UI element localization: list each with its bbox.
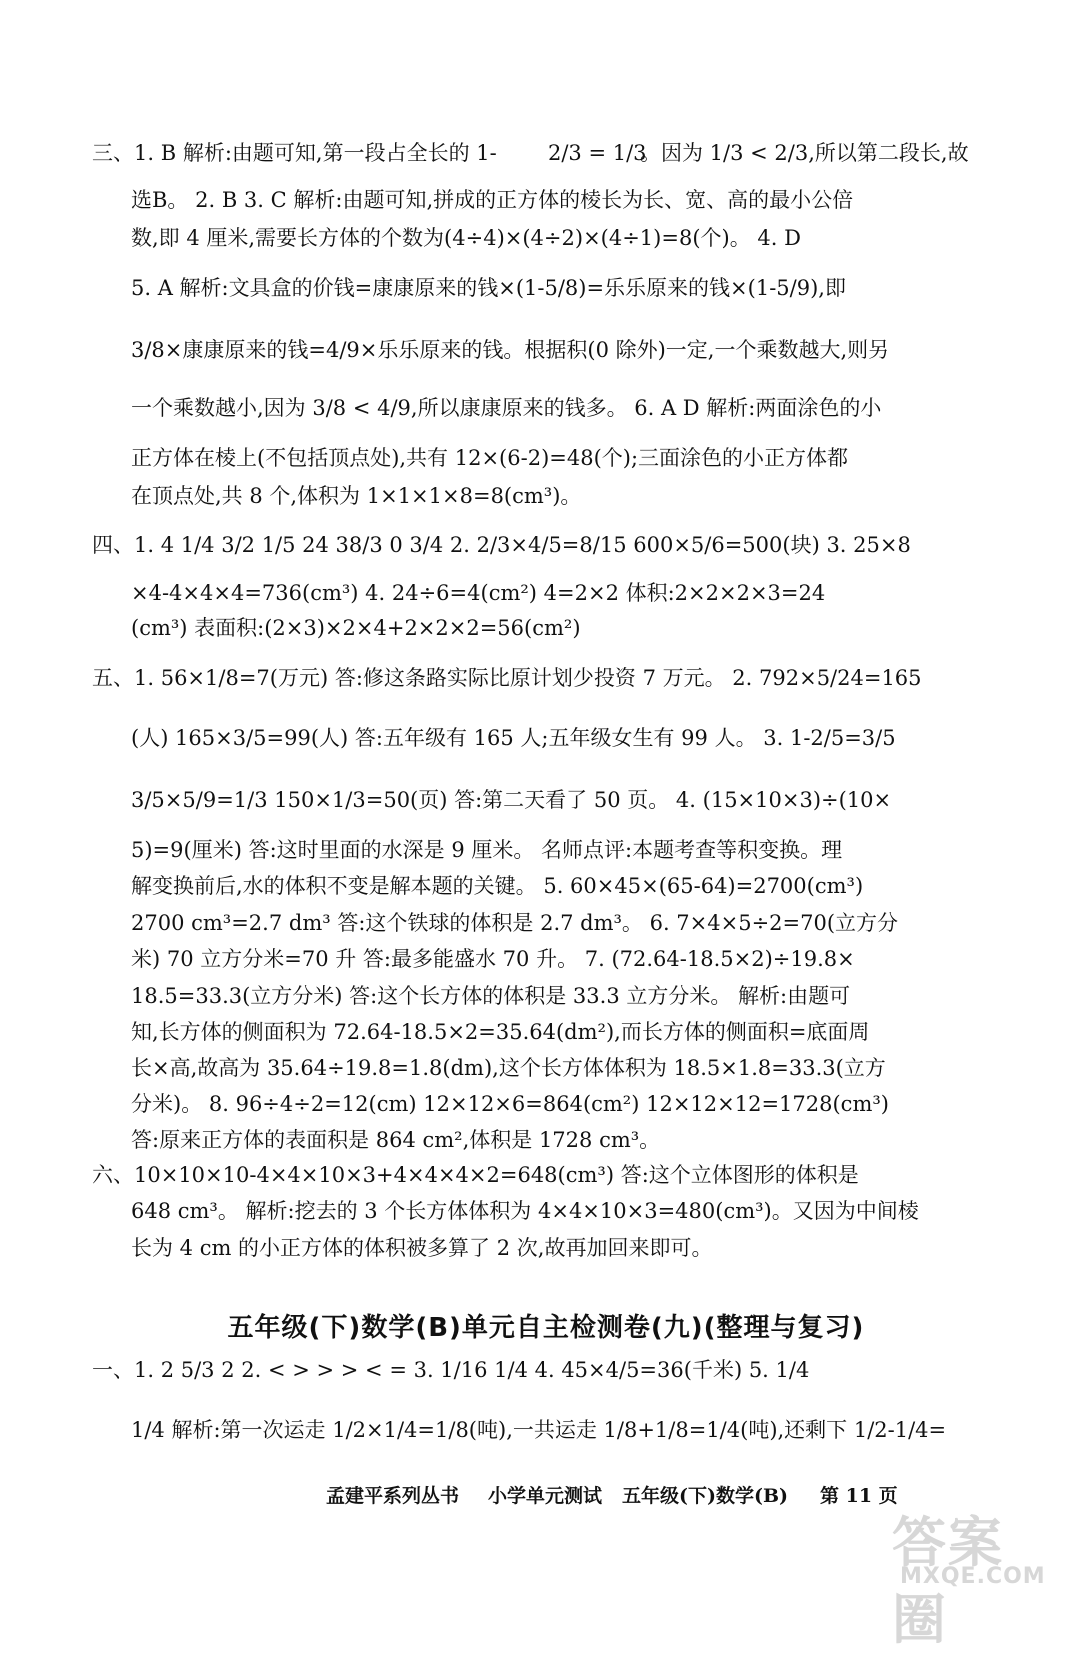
- section3-line-3-text: 数,即 4 厘米,需要长方体的个数为(4÷4)×(4÷2)×(4÷1)=8(个)。 4. D: [131, 226, 801, 250]
- section3-line-1-text: 三、1. B 解析:由题可知,第一段占全长的 1-: [92, 141, 497, 165]
- footer-book: 小学单元测试: [488, 1485, 603, 1507]
- watermark-top-text: 答案圈: [892, 1511, 1004, 1651]
- watermark-logo: [892, 1500, 1052, 1651]
- page-title: 五年级(下)数学(B)单元自主检测卷(九)(整理与复习): [227, 1313, 865, 1343]
- section3-line-5-text: 3/8×康康原来的钱=4/9×乐乐原来的钱。根据积(0 除外)一定,一个乘数越大,则另: [131, 338, 890, 362]
- section1-line-1-text: 一、1. 2 5/3 2 2. < > > > < = 3. 1/16 1/4 4. 45×4/5=36(千米) 5. 1/4: [92, 1358, 810, 1382]
- section5-line-4-text: 5)=9(厘米) 答:这时里面的水深是 9 厘米。 名师点评:本题考查等积变换。理: [131, 838, 843, 862]
- section5-line-8-text: 18.5=33.3(立方分米) 答:这个长方体的体积是 33.3 立方分米。 解析:由题可: [131, 984, 851, 1008]
- section4-line-2-text: ×4-4×4×4=736(cm³) 4. 24÷6=4(cm²) 4=2×2 体积:2×2×2×3=24: [131, 581, 826, 605]
- section3-line-1-math: 2/3 = 1/3: [548, 141, 647, 165]
- section6-line-3-text: 长为 4 cm 的小正方体的体积被多算了 2 次,故再加回来即可。: [131, 1236, 713, 1260]
- section5-line-6-text: 2700 cm³=2.7 dm³ 答:这个铁球的体积是 2.7 dm³。 6. 7×4×5÷2=70(立方分: [131, 911, 899, 935]
- section3-line-6-text: 一个乘数越小,因为 3/8 < 4/9,所以康康原来的钱多。 6. A D 解析:两面涂色的小: [131, 396, 882, 420]
- section5-line-10-text: 长×高,故高为 35.64÷19.8=1.8(dm),这个长方体体积为 18.5×1.8=33.3(立方: [131, 1056, 886, 1080]
- section3-line-2-text: 选B。 2. B 3. C 解析:由题可知,拼成的正方体的棱长为长、宽、高的最小公倍: [131, 188, 854, 212]
- section6-line-1-text: 六、10×10×10-4×4×10×3+4×4×4×2=648(cm³) 答:这个立体图形的体积是: [92, 1163, 859, 1187]
- section5-line-9-text: 知,长方体的侧面积为 72.64-18.5×2=35.64(dm²),而长方体的侧面积=底面周: [131, 1020, 870, 1044]
- section5-line-3-text: 3/5×5/9=1/3 150×1/3=50(页) 答:第二天看了 50 页。 4. (15×10×3)÷(10×: [131, 788, 892, 812]
- section5-line-7-text: 米) 70 立方分米=70 升 答:最多能盛水 70 升。 7. (72.64-18.5×2)÷19.8×: [131, 947, 855, 971]
- section5-line-1-text: 五、1. 56×1/8=7(万元) 答:修这条路实际比原计划少投资 7 万元。 2. 792×5/24=165: [92, 666, 922, 690]
- footer-page-number: 第 11 页: [820, 1485, 898, 1507]
- footer-grade: 五年级(下)数学(B): [622, 1485, 789, 1507]
- section1-line-2-text: 1/4 解析:第一次运走 1/2×1/4=1/8(吨),一共运走 1/8+1/8=1/4(吨),还剩下 1/2-1/4=: [131, 1418, 947, 1442]
- section3-line-4-text: 5. A 解析:文具盒的价钱=康康原来的钱×(1-5/8)=乐乐原来的钱×(1-5/9),即: [131, 276, 846, 300]
- section5-line-2-text: (人) 165×3/5=99(人) 答:五年级有 165 人;五年级女生有 99 人。 3. 1-2/5=3/5: [131, 726, 896, 750]
- section5-line-5-text: 解变换前后,水的体积不变是解本题的关键。 5. 60×45×(65-64)=2700(cm³): [131, 874, 864, 898]
- section4-line-1-text: 四、1. 4 1/4 3/2 1/5 24 38/3 0 3/4 2. 2/3×4/5=8/15 600×5/6=500(块) 3. 25×8: [92, 533, 911, 557]
- section4-line-3-text: (cm³) 表面积:(2×3)×2×4+2×2×2=56(cm²): [131, 616, 581, 640]
- section3-line-7-text: 正方体在棱上(不包括顶点处),共有 12×(6-2)=48(个);三面涂色的小正方体都: [131, 446, 849, 470]
- section5-line-12-text: 答:原来正方体的表面积是 864 cm²,体积是 1728 cm³。: [131, 1128, 661, 1152]
- footer-series: 孟建平系列丛书: [326, 1485, 460, 1507]
- section6-line-2-text: 648 cm³。 解析:挖去的 3 个长方体体积为 4×4×10×3=480(cm³)。又因为中间棱: [131, 1199, 919, 1223]
- section3-line-8-text: 在顶点处,共 8 个,体积为 1×1×1×8=8(cm³)。: [131, 484, 582, 508]
- section3-line-1-tail: 。因为 1/3 < 2/3,所以第二段长,故: [640, 141, 969, 165]
- watermark-bottom-text: MXQE.COM: [900, 1564, 1046, 1589]
- section5-line-11-text: 分米)。 8. 96÷4÷2=12(cm) 12×12×6=864(cm²) 12×12×12=1728(cm³): [131, 1092, 889, 1116]
